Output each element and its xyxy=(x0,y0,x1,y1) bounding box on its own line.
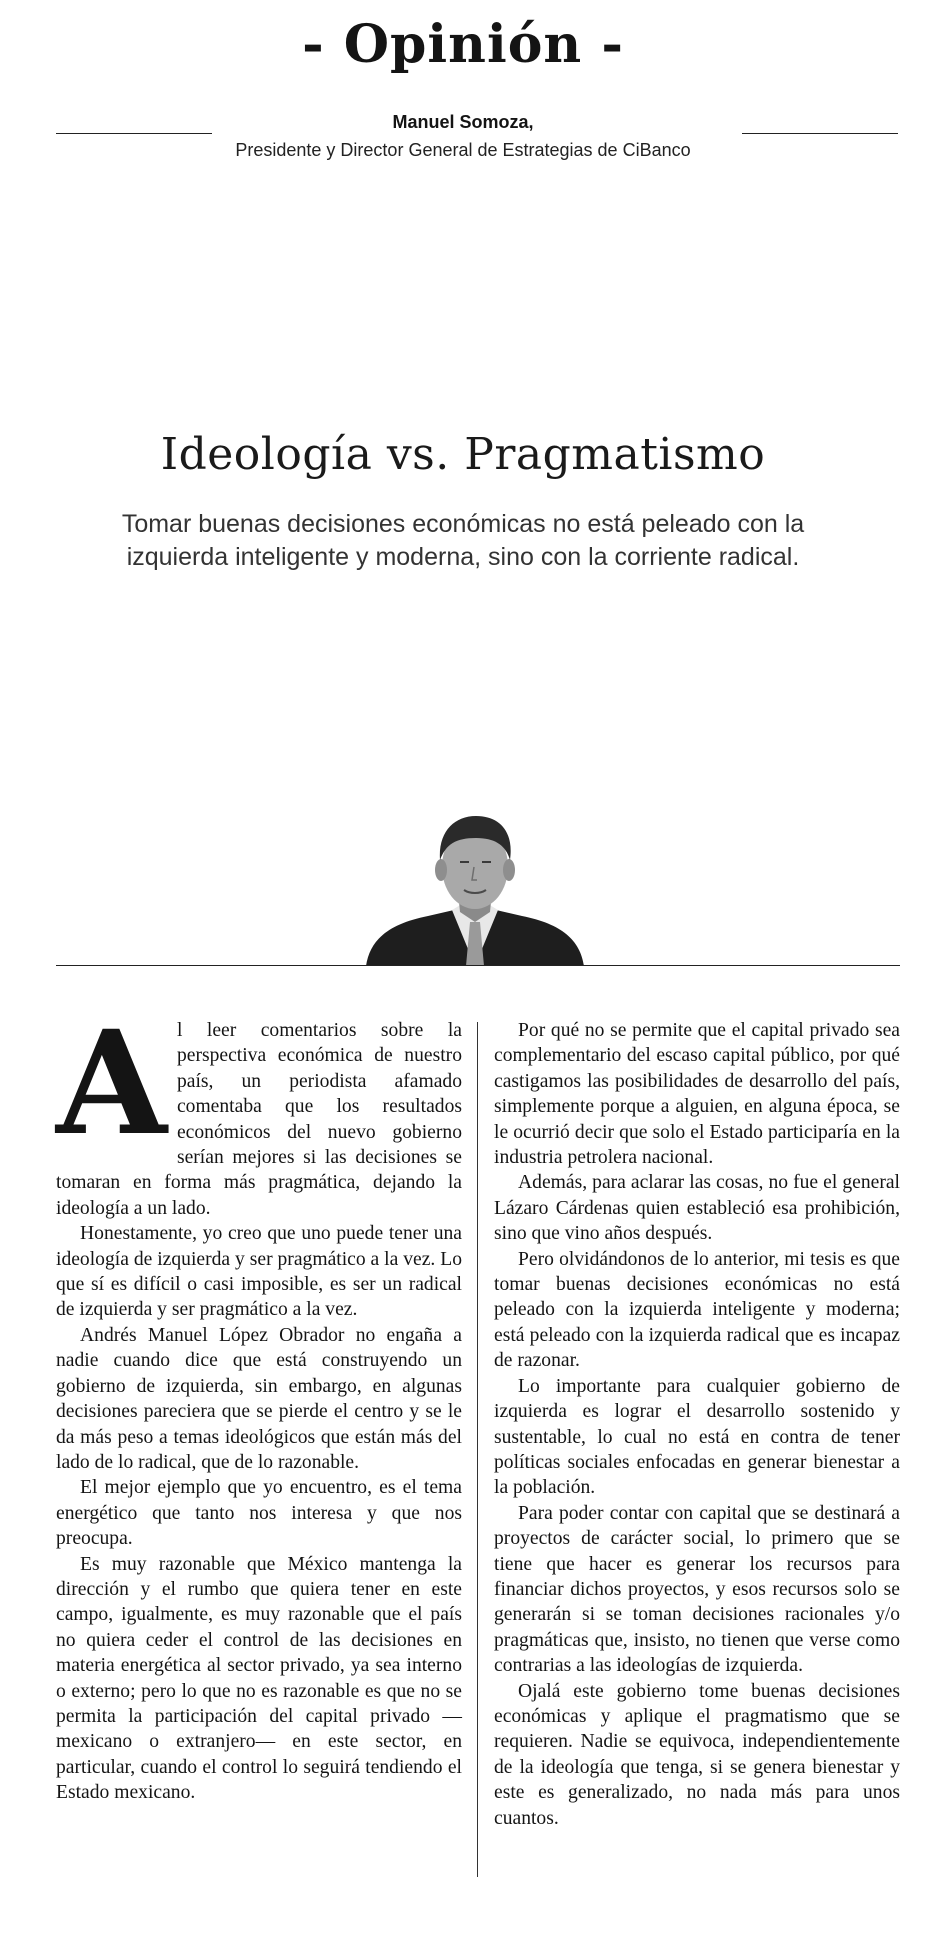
article-paragraph: Andrés Manuel López Obrador no engaña a nadie cuando dice que está construyendo un gobierno de izquierda, sin embargo, en algunas decisiones pareciera que se pierde el centro y se le da más peso a temas ideológicos que están más del lado de lo radical, que de lo razonable. xyxy=(56,1324,462,1473)
article-paragraph: Para poder contar con capital que se destinará a proyectos de carácter social, lo primero que se tiene que hacer es generar los recursos para financiar dichos proyectos, y esos recursos solo se generarán si se toman decisiones racionales y/o pragmáticas que, insisto, no tienen que verse como contrarias a las ideologías de izquierda. xyxy=(494,1502,900,1677)
column-divider xyxy=(477,1022,478,1877)
article-paragraph: Lo importante para cualquier gobierno de izquierda es lograr el desarrollo sostenido y sustentable, lo cual no está en contra de tener políticas sociales enfocadas en generar bienestar a la población. xyxy=(494,1375,900,1499)
article-paragraph: Por qué no se permite que el capital privado sea complementario del escaso capital público, por qué castigamos las posibilidades de desarrollo del país, simplemente porque a alguien, en alguna época, se le ocurrió decir que solo el Estado participaría en la industria petrolera nacional. xyxy=(494,1020,900,1169)
drop-cap: A xyxy=(56,999,167,1167)
author-role: Presidente y Director General de Estrategias de CiBanco xyxy=(235,140,691,160)
article-paragraph: Es muy razonable que México mantenga la dirección y el rumbo que quiera tener en este campo, igualmente, es muy razonable que el país no quiera ceder el control de las decisiones en materia energética al sector privado, ya sea interno o externo; pero lo que no es razonable es que no se permita la participación del capital privado —mexicano o extranjero— en este sector, en particular, cuando el control lo seguirá tendiendo el Estado mexicano. xyxy=(56,1553,462,1804)
article-paragraph: Pero olvidándonos de lo anterior, mi tesis es que tomar buenas decisiones económicas no está peleado con la izquierda inteligente y moderna; está peleado con la izquierda radical que es incapaz de razonar. xyxy=(494,1248,900,1372)
photo-rule xyxy=(56,965,900,966)
article-column-right xyxy=(494,1018,900,1831)
section-title: - Opinión - xyxy=(302,14,624,75)
article-paragraph: Honestamente, yo creo que uno puede tener una ideología de izquierda y ser pragmático a la vez. Lo que sí es difícil o casi imposible, es ser un radical de izquierda y ser pragmático a la vez. xyxy=(56,1223,462,1321)
article-paragraph: Al leer comentarios sobre la perspectiva económica de nuestro país, un periodista afamado comentaba que los resultados económicos del nuevo gobierno serían mejores si las decisiones se tomaran en forma más pragmática, dejando la ideología a un lado. xyxy=(56,999,462,1219)
article-paragraph: Ojalá este gobierno tome buenas decisiones económicas y aplique el pragmatismo que se requieren. Nadie se equivoca, independientemente de la ideología que tenga, si se genera bienestar y este es generalizado, no nada más para unos cuantos. xyxy=(494,1680,900,1829)
article-paragraph: Además, para aclarar las cosas, no fue el general Lázaro Cárdenas quien estableció esa prohibición, sino que vino años después. xyxy=(494,1172,900,1245)
author-name: Manuel Somoza, xyxy=(392,112,534,132)
article-deck: Tomar buenas decisiones económicas no está peleado con la izquierda inteligente y moderna, sino con la corriente radical. xyxy=(121,510,805,571)
article-column-left xyxy=(56,999,462,1806)
author-portrait-icon xyxy=(366,812,584,966)
article-headline: Ideología vs. Pragmatismo xyxy=(160,429,766,480)
article-paragraph: El mejor ejemplo que yo encuentro, es el tema energético que tanto nos interesa y que nos preocupa. xyxy=(56,1477,462,1550)
